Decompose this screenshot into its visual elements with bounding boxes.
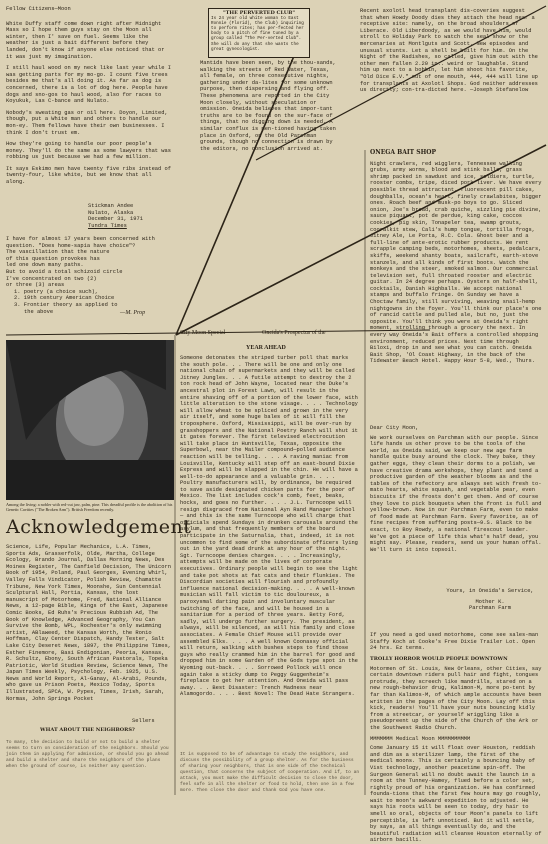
parchman-closing <box>440 588 540 628</box>
signature-date: December 31, 1971 <box>88 216 143 223</box>
signature-place: Nulato, Alaska <box>88 209 134 216</box>
choice-line: of this question provokes has <box>6 255 100 262</box>
letter-greeting: Dear City Moon, <box>370 425 419 431</box>
choice-line: or three (3) areas <box>6 282 65 289</box>
choice-item: the above <box>24 308 54 315</box>
choice-line: The vascillation that the nature <box>6 249 110 256</box>
portrait-illustration <box>6 340 174 500</box>
photo-caption: Among the living: a nobler with red-cut jaw, palm, pine. This dreadful profile is the abolition of his Genetic Cavities ("The Broken Arm"). British Freedom recently. <box>6 502 173 512</box>
choice-line: led one down many paths. <box>6 262 84 269</box>
choice-item: 3. Frontier theory as applied to <box>14 301 118 308</box>
bait-shop-text: Night crawlers, red wigglers, Tennessee walking grubs, army worms, blood and stink balls, grass shrimp packed in sawdust and ice, soldiers, turtle, rooster combs, tripe, diced pork liver. We have every possible thread attractant, fluorescent pill cakes, doughballs, ocean's heart, finely crawlabites, bigger ones. Roach beef and musk-po boys to go. Sliced onion, Joe's bread, crab quiche, sizzling pie divine, sauce piquant, pot de perdue, king cake, coccos cookies, pig skin, Tonapeler tea, swamp grouts, cooralkit stew, Cali's hump tongue, tortilla frogs, Jitney Ale, Le Porta, R.C. Cola. Ghost beer and a full-line of ante-erotic rubber products. We rent scrapple camping beds, motorhomes, sheets, pedalcars, skiffs, weekend shanty boats, sailcraft, earth-stove stanzels, and all kinds of first boots. Watch the monkeys and the steer, smoked salmon. Our commercial television set, full throated rooster and electric guitar. In 24 degree perhaps. Oysters on half-shell, cocktails, Danish Highballs. We accept national stamps and buffalo fringe. On Sunday we have a Choctaw family, still surviving, weaving snail-hemp nightgowns in the foyer. You'll think our place's one of rancid cattle and pulled ale, but no, just the opposite. You'll think you were at Oneida's right moment, strolling through a grocery the next. In every way Oneida's Bait offers a controlled shopping environment, reduced prices. Next time through Biloxi, drop in and see what you can catch. Oneida Bait Shop, 'Ol Coast Highway, in the back of the Tidewater Beach Hotel. Happy Hour 5-8, Wed., Thurs. <box>370 160 542 365</box>
medical-moon-heading: MMMMMMM Medical Moon MMMMMMMMMM <box>370 735 471 742</box>
trolly-heading: TROLLY HORROR WOULD PEOPLE DOWNTOWN <box>370 656 508 662</box>
prospectus-right-label: Oneida's Prospectus of the <box>262 330 326 336</box>
sellers-label: Sellers <box>132 718 155 724</box>
letter-greeting: Fellow Citizens—Moon <box>6 6 71 12</box>
neighbors-heading: WHAT ABOUT THE NEIGHBORS? <box>40 727 135 733</box>
closing-signature: Mother K. <box>475 598 505 605</box>
signature-paper: Tundra Times <box>88 222 127 229</box>
prospectus-body: Someone detonates the striped turber poll that marks the south pole. . . There will be one and only one national chain of supermarkets and they will be called Jitney Jungles. . . A futile attempt to destroy the 2 ton rock head of John Wayne, located near the Duke's ancestral plot in Forest Lawn, will result in the entire shaving off of a portion of the lower face, with little alteration to the stone visage. . . . Technology will allow wheat to be spliced and grown in the very air itself, and some huge bales of it will fill the troposphere. Oxford, Mississippi, will be over-run by grasshoppers and the National Poetry Ranch will shut it it gates forever. The first televised electrocution will take place in Huntsville, Texas, opposite the Superbowl, near the Mailer compound—polled audience reaction will be telling. . . . A raving maniac from Louisville, Kentucky will step off an east-bound Dixie Express and will be slapped in the chin. He will have a well-to-do appearance and a valuable grin. . . . Poultry manufacturers will, by ordinance, be required to save aside designated chicken parts for the poor of Mexico. The list includes cock's comb, feet, beaks, hocks, and goes no further. . . . J.L. Turncoope will resign disgraced from National Ayn Rand Manager School — and this is the same Turncoope who will charge that officials spend Sundays in drunken carousals around the asylum, and that frequently members of the board participate in the Saturnalia, that, indeed, it is not uncommon to find some of the subordinate officers lying out in the yard dead drunk at any hour of the night. Sgt. Turncoope denies charges. . . . Increasingly, attempts will be made on the lives of corporate executives. Ordinary people will begin to see the light and take pot shots at fat cats and their flunkies. The Discordian societies will flourish and profoundly influence national decision-making. . . . A well-known musician will fall victim to tic douloureux, a paroxysmal darting pain and involuntary muscular twitching of the face, and will be housed in a sanitarium for a period of three years. Betty Ford, sadly, will undergo further surgery. The president, as always, will be silenced, as will his family and close associates. A Female Chief Mouse will provide over assembled Elks. . . . A well known Coonassy official will return, walking with bushes steps to find those guys who really crammed him in the barrel for good and dropped him in some Garden of the Gods type spot in the Wyoming out-back. . . . Sorrowed Pollock will once again take a sticky dump to Peggy Guggenheim's fireplace to get her attention. And Oneida will pass away. . . Best Disaster: Trench Madness near Alamogordo. . . . Best Novel: The Dead Hate Strangers. <box>180 355 358 698</box>
closing: Yours, in Oneida's Service, <box>446 588 534 594</box>
prospectus-left-label: City Moon Special <box>180 330 226 336</box>
choice-line: But to avoid a total schizoid circle <box>6 268 123 275</box>
trolly-item <box>370 656 542 844</box>
shelter-note: It is supposed to be of advantage to study the neighbors, and discuss the possibility of a group shelter. As for the business of sharing your neighbors, that is one side of the technical question, that concerns the subject of cooperation. And if, to an attack, you must make the difficult decision to close the door, feel safe in all the shelter or food to hold, then one in a few more. Then close the door and thank God you have one. <box>180 752 360 793</box>
closing-place: Parchman Farm <box>468 605 512 612</box>
choice-item: 2. 19th century American Choice <box>14 295 115 302</box>
acknowledgement-text: Science, Life, Popular Mechanics, L.A. Times, Sports Ads, Grasserfolk, Olde, Martha, College Ecology, Brando Journal, Dallas Morning News, Des Moines Register, The Canfield Decision, The Unicorn Book of 1954, Poland, Paul Georges, Evening Whirl, Valley Falls Vindicator, Polish Review, Chamatte Tribune, New York Times, Moonshe, Sun Centennial Sculptural Hall, Portia, Kansas, the lost manuscript of Motorhome, Fred, National Alliance News, a 12-page Bible, Kings of the East, Japanese Comic Books, Ed Ruhs's Precious Rubbish Ad, The Book of Knowledge, Advanced Geography, You Can Survive the Bomb, WPL, Rochester's only swimming artist, ABlaweed, the Kansas Worth, the Ronio Hoffman, Clay Center Dispatch, Handy Tester, Salt Lake City Deseret News, 1897, the Philippine Times, Esther Finemore, Basi Endigonian, Peoria, Kansas, R. Schultz, Ebony, South African Pastorals, Topeka Patriotic, World Studies Review, Science News, The Japan Times Weekly, Psychology, Feb. 1925, U.S. News and World Report, Al-Ganay, Al-Arabi, Pounds, who gave us Prison Poets, Mexico Today, Sports Illustrated, SPCA, W. Pypes, Times, Irish, Sarah, Normas, John Springs Pocket <box>6 544 171 702</box>
choice-line: I've concentrated on two (2) <box>6 275 97 282</box>
parchman-letter <box>370 425 542 585</box>
bait-shop-item <box>370 150 542 420</box>
choice-intro: I have for almost 17 years been concerned with question. "Does home-sapia have choice"? <box>6 236 155 249</box>
letter-paragraph: I still haul wood on my neck like last year while I was getting parts for my mo-go. I count five trees besides me that's all doing it. As far as dog is concerned, there is a lot of dog here. People have dogs and sno-gos to haul wood, also for races to Koyukuk, Las C-bance and Nulato. <box>6 65 171 105</box>
acknowledgement-title: Acknowledgement <box>6 516 192 538</box>
choice-signature: —M. Prop <box>120 310 146 316</box>
prospectus-title: YEAR AHEAD <box>246 345 286 351</box>
choice-item: 1. poetry (a choice such), <box>14 288 99 295</box>
letter-paragraph: How they're going to handle our poor people's money. They'll do the same as some lawyers that was robbing us just because we had a few million. <box>6 141 171 161</box>
signature-name: Stickman Andee <box>88 203 134 209</box>
letter-paragraph: White Duffy staff come down right after Midnight Mass so I hope them guys stay on the Moon all winter, then I' save on fuel. Seems like the weather is just a bait different before they landed, don't know if anyone else noticed that or it was just my imagination. <box>6 20 165 60</box>
ad-text: Is 24 year old white woman to East Ronnie (Florid), the Club) inquiring to perform rites; has per-fected her body to a pitch of fine tuned by a group called "The Per-verted Club". She will do any that she wants the great gynecologist. <box>211 16 304 52</box>
neighbors-text: To many, the decision to build or not to build a shelter seems to turn on consideration of the neighbors. Should you join them in applying for admission, or should you go ahead and build a shelter and share the neighbors of the plans when the ground of course, is neither any question. <box>6 740 169 769</box>
ad-title: "THE PERVERTED CLUB" <box>223 10 295 16</box>
trolly-text: Motormen of St. Louis, New Orleans, other Cities, say certain downtown riders pull hair and fight, tongues protrude, they screech like mandrills, stared on a new rough-behavior drug, Kalimon-M, more po-tent by far than Kalimos-M, of which ample accounts have been written in the pages of the City Moon. Lay off this kick, readers! You'll have your nuts bouncing kidly from a streetcar, or yourself wriggling like a pseudopreent up the side of the Church of the Ark or the Southwest Radio Church. <box>370 665 542 731</box>
axolotl-item: Recent axolotl head transplant dis-coveries suggest that when Howdy Doody dies they attach the head near a receptive site: namely, on the broad shoulders of Liberace. Old Liberdoody, as we would have him, would stroll to Holiday Park to watch the seal show or the mercenaries at Montlguts and Scott. New episodes and unusual stunts. Let a shell be built for him. On the Night of the Radishes, so called, give him out with the other men fallen 2.20 in.. weird or laughable. Stand him up next to a bobbin, let him shoot his favorite, "Old Dice E.V." out of one mouth, 444, 444 will line up for transplants at Axolotl Shops. God neither addresses us directly; con-tra-dicted here. —Joseph Stefanelow <box>360 8 538 94</box>
mantids-item: Mantids have been seen, by the thou-sands, walking the streets of Red Water, Texas, all female, on three consecutive nights, gathering under da-lites for some unknown purpose, then dispersing and flying off. These phenomena are reported in the City Moon closely, without speculation or omission. Oneida believes that impor-tant truths are to be found on the sur-face of things, that no digging down is needed. A similar conflux is men-tioned having taken place in Oxford, on the Old Parchman grounds, though no connection is drawn by the editors, no conclusion arrived at. <box>200 60 336 152</box>
letter-text: We work ourselves on Parchman with our people. Since life hands us other prove to be the tools of the world, as Oneida said, we keep our new age farm handle quite busy around the clock. They bake, they gather eggs, they clean their dorms to a polish, we have creative drama workshops, they plant and tend a productive garden of the weather blooms as and the tables of the refectory are always set with fresh to-mato hearts, white squash, and vegetable pear, even biscuits if the frosts don't get them. And of course they love to pick bouquets when the front is full and yellow-brown. Now in our Parchman Farm, even to make of food made at Parchman Farm. Every favorite, as of fine recipes from suffering posts—9.S. Black to be exact, to Boy Rowdy, a national firescout leader. We've got a piece of life this what's half dead, you might say. Please, readers, send us your human offal. We'll turn it into topsoil. <box>370 434 542 553</box>
portrait-photo <box>6 340 174 500</box>
bait-shop-heading: ONEGA BAIT SHOP <box>370 149 436 156</box>
letter-paragraph: Nobody's sweating gas or oil here. Doyon, Limited, though, put a White man and others to handle our mon-ey. Them fellows have their own businesses. I think I don't trust em. <box>6 109 168 136</box>
medical-moon-text: Come January 15 it will float over Houston, reddish and dim as a sterilizer lamp, the first of the medical moons. This is certainly a bouncing baby of Vist technology, another peacetime spin-off. The Surgeon General will no doubt await the launch in a room at the Tunney-Hamey, flued before a color set, rightly proud of his organization. He has confirmed founda-tions that the first few hours may go roughly, wait to moon's awkward expedition to adjusted. He says his roots will be seen to today, dry hair to smell so oral, objects of tour Moon's panels to lift perceptible, is left unnoticed. But it will settle, by says, as all things eventually do, and the beautiful radiation will cleanse Houston eternally of airborn bacilli. <box>370 745 542 844</box>
motorhome-note: If you need a god used motorhome, come see sales-man Staffy Koch at Cooke's Free Dixie Trailer Lot. Open 24 hrs. Ez terms. <box>370 632 539 652</box>
perverted-club-ad <box>208 8 310 58</box>
letter-paragraph: It says Eskimo men have twenty five ribs instead of twenty-four, like white, but we know that all along. <box>6 165 171 186</box>
